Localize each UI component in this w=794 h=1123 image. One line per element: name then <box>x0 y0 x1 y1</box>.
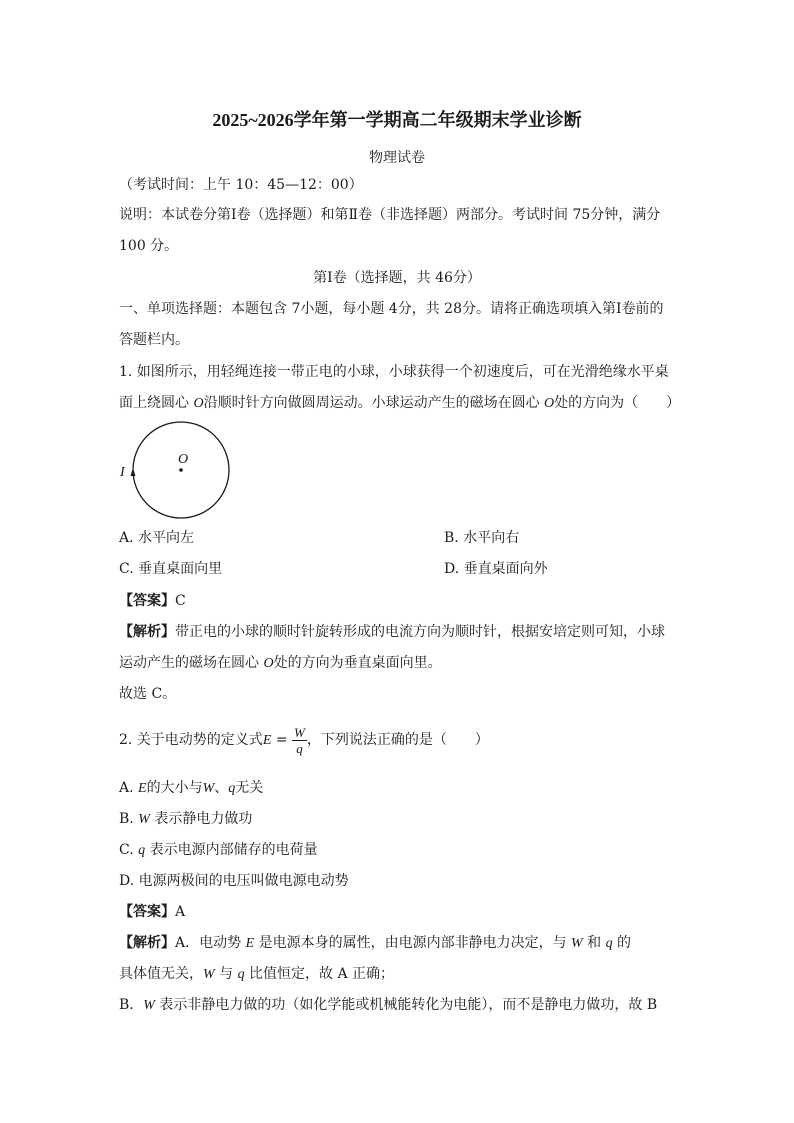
q1-stem-text-b: 沿顺时针方向做圆周运动。小球运动产生的磁场在圆心 <box>203 395 545 411</box>
q1-circle-figure <box>112 418 242 522</box>
circle-center-dot <box>179 468 183 472</box>
q2-an2-var-q: q <box>237 967 245 982</box>
q1-analysis-var-o: O <box>263 656 274 671</box>
q1-var-o: O <box>193 396 204 411</box>
q2-opt-c-label: C. <box>119 842 139 858</box>
q2-opt-a-label: A. <box>119 780 139 796</box>
q1-conclusion: 故选 C。 <box>119 686 177 702</box>
page-subtitle: 物理试卷 <box>369 150 425 166</box>
q2-analysis-line-2 <box>119 964 394 985</box>
q2-stem <box>119 722 489 759</box>
q2-an1-var-q: q <box>605 936 613 951</box>
q2-answer-value: A <box>175 904 186 920</box>
q1-option-a: A. 水平向左 <box>119 530 195 546</box>
q2-an1-var-e: E <box>245 936 255 951</box>
figure-label-i: I <box>120 465 125 480</box>
q2-formula-denominator: q <box>296 740 303 756</box>
q2-formula-eq: = <box>271 732 293 748</box>
q2-option-d: D. 电源两极间的电压叫做电源电动势 <box>119 873 349 889</box>
q1-stem-text-c: 处的方向为（ ） <box>554 395 681 411</box>
q1-answer-tag: 【答案】 <box>119 593 175 609</box>
q2-stem-text-b: ，下列说法正确的是（ ） <box>306 732 489 748</box>
q1-answer-value: C <box>175 593 186 609</box>
q2-opt-b-text: 表示静电力做功 <box>149 811 253 827</box>
q2-opt-c-text: 表示电源内部储存的电荷量 <box>145 842 318 858</box>
q2-an3-var-w: W <box>143 998 155 1013</box>
q2-opt-a-text-d: 无关 <box>235 780 264 796</box>
q2-option-a <box>119 778 263 799</box>
q2-stem-text-a: 2. 关于电动势的定义式 <box>119 732 263 748</box>
q2-analysis-line-3 <box>119 995 657 1016</box>
q2-opt-b-var-w: W <box>138 812 150 827</box>
q1-option-b: B. 水平向右 <box>444 530 520 546</box>
q1-analysis-line-2 <box>119 653 442 674</box>
q1-analysis-tag: 【解析】 <box>119 624 175 640</box>
q1-option-c: C. 垂直桌面向里 <box>119 561 223 577</box>
q1-var-o-2: O <box>544 396 555 411</box>
part1-line-1: 一、单项选择题：本题包含 7小题，每小题 4分，共 28分。请将正确选项填入第Ⅰ卷前的 <box>119 301 664 317</box>
q2-formula-numerator: W <box>294 724 305 740</box>
q2-opt-a-var-e: E <box>138 781 147 796</box>
q2-answer-tag: 【答案】 <box>119 904 175 920</box>
q2-an3-text-a: B． <box>119 997 144 1013</box>
q2-an1-text-a: A．电动势 <box>175 935 246 951</box>
q1-stem-text-a: 面上绕圆心 <box>119 395 194 411</box>
q2-option-b <box>119 809 252 830</box>
q2-an1-text-b: 是电源本身的属性，由电源内部非静电力决定，与 <box>254 935 572 951</box>
q1-analysis-text-2a: 运动产生的磁场在圆心 <box>119 655 264 671</box>
q1-analysis-text-2b: 处的方向为垂直桌面向里。 <box>273 655 442 671</box>
section-title: 第Ⅰ卷（选择题，共 46分） <box>313 270 481 286</box>
q2-an2-text-c: 比值恒定，故 A 正确； <box>244 966 395 982</box>
q2-opt-a-var-q: q <box>228 781 236 796</box>
page-title: 2025~2026学年第一学期高二年级期末学业诊断 <box>212 110 582 130</box>
q2-an1-text-d: 的 <box>612 935 632 951</box>
q2-formula-lhs: E <box>262 733 272 748</box>
q2-opt-a-text-b: 的大小与 <box>146 780 203 796</box>
q2-opt-c-var-q: q <box>138 843 146 858</box>
figure-label-o: O <box>178 452 189 467</box>
note-line-2: 100 分。 <box>119 238 179 254</box>
q1-analysis-text-1: 带正电的小球的顺时针旋转形成的电流方向为顺时针，根据安培定则可知，小球 <box>175 624 665 640</box>
q2-an1-var-w: W <box>571 936 583 951</box>
q2-an2-var-w: W <box>203 967 215 982</box>
q2-formula-fraction <box>292 725 307 756</box>
current-arrow-icon <box>131 468 136 476</box>
q2-opt-b-label: B. <box>119 811 139 827</box>
q2-an1-text-c: 和 <box>582 935 606 951</box>
q1-stem-line-2 <box>119 393 680 414</box>
q2-an2-text-a: 具体值无关， <box>119 966 203 982</box>
q2-opt-a-var-w: W <box>202 781 215 796</box>
q1-stem-line-1: 1. 如图所示，用轻绳连接一带正电的小球，小球获得一个初速度后，可在光滑绝缘水平桌 <box>119 364 669 380</box>
exam-time: （考试时间：上午 10：45—12：00） <box>119 177 363 193</box>
q2-an2-text-b: 与 <box>214 966 238 982</box>
note-line-1: 说明：本试卷分第Ⅰ卷（选择题）和第Ⅱ卷（非选择题）两部分。考试时间 75分钟，满分 <box>119 207 661 223</box>
q2-answer <box>119 902 185 922</box>
q2-opt-a-text-c: 、 <box>214 780 229 796</box>
q1-answer <box>119 591 186 611</box>
q2-analysis-line-1 <box>119 933 631 954</box>
q2-analysis-tag: 【解析】 <box>119 935 175 951</box>
q2-an3-text-b: 表示非静电力做的功（如化学能或机械能转化为电能），而不是静电力做功，故 B <box>154 997 658 1013</box>
q1-option-d: D. 垂直桌面向外 <box>444 561 548 577</box>
part1-line-2: 答题栏内。 <box>119 332 189 348</box>
q2-option-c <box>119 840 318 861</box>
q1-analysis-line-1 <box>119 622 665 642</box>
